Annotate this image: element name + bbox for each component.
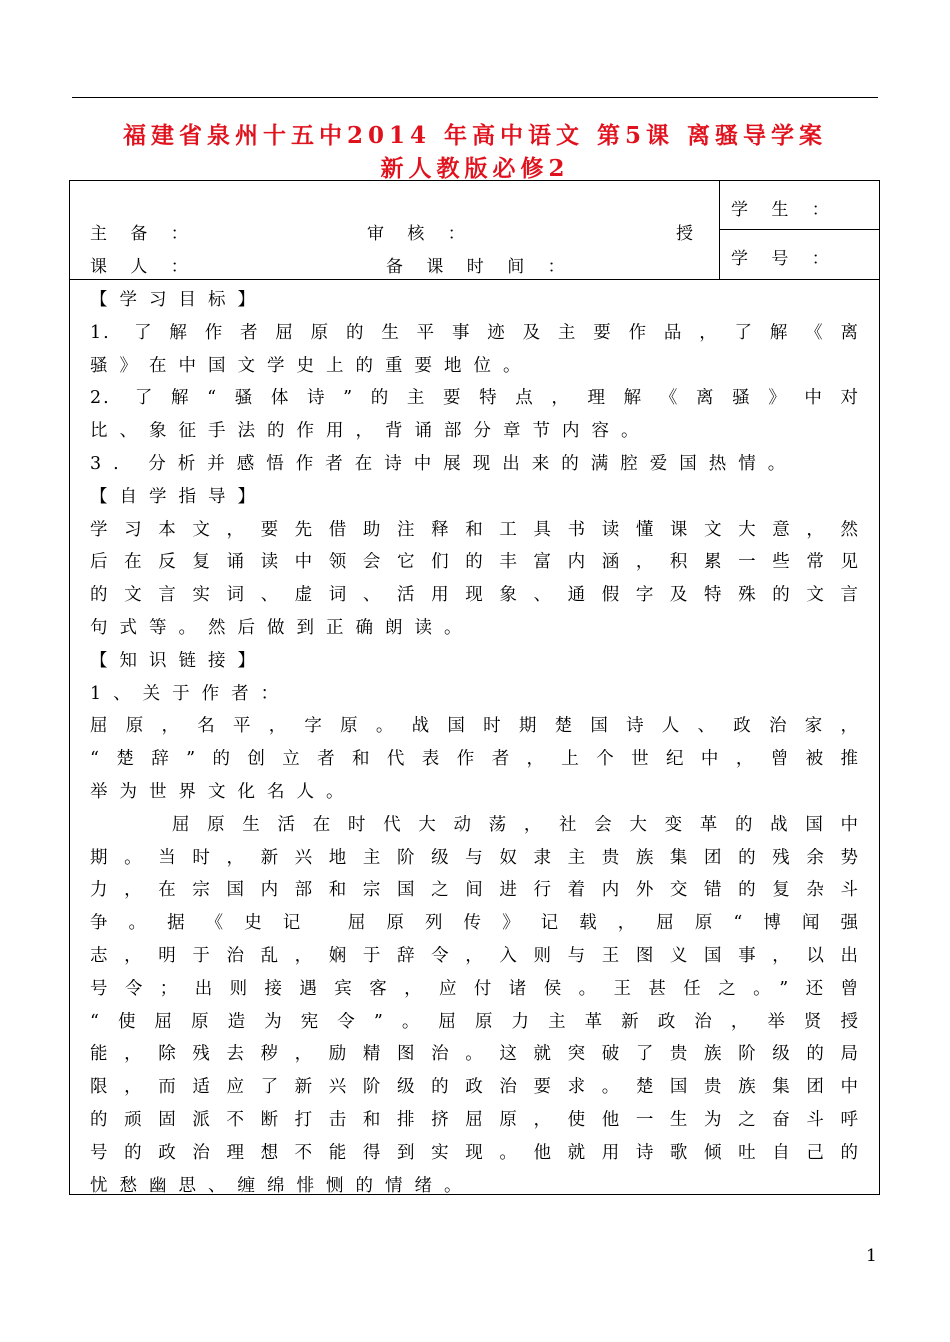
student-number-label: 学 号 ： [731, 249, 838, 269]
body-line: “使屈原造为宪令”。屈原力主革新政治，举贤授 [90, 1011, 860, 1032]
beikeshijian-label: 备 课 时 间 ： [386, 257, 574, 277]
body-line: 【知识链接】 [90, 650, 267, 671]
body-line: 的文言实词、虚词、活用现象、通假字及特殊的文言 [90, 585, 860, 606]
body-line: 举为世界文化名人。 [90, 781, 356, 802]
table-row-divider [69, 279, 880, 280]
top-rule [72, 97, 878, 98]
zhubei-label: 主 备 ： [90, 224, 197, 244]
lesson-body [90, 284, 860, 1202]
shenhe-label: 审 核 ： [367, 224, 474, 244]
body-line: 志，明于治乱，娴于辞令，入则与王图义国事，以出 [90, 945, 860, 966]
student-name-label: 学 生 ： [731, 200, 838, 220]
body-line: 忧愁幽思、缠绵悱恻的情绪。 [90, 1175, 474, 1196]
body-line: 【学习目标】 [90, 290, 267, 310]
body-line: 2. 了解“骚体诗”的主要特点，理解《离骚》中对 [90, 388, 860, 409]
page-number: 1 [866, 1246, 877, 1266]
body-line: 期。当时，新兴地主阶级与奴隶主贵族集团的残余势 [90, 847, 860, 868]
body-line: 1. 了解作者屈原的生平事迹及主要作品，了解《离 [90, 322, 860, 343]
body-line: 后在反复诵读中领会它们的丰富内涵，积累一些常见 [90, 552, 860, 573]
body-line: 学习本文，要先借助注释和工具书读懂课文大意，然 [90, 519, 860, 540]
body-line: 的顽固派不断打击和排挤屈原，使他一生为之奋斗呼 [90, 1109, 860, 1130]
keren-label: 课 人 ： [90, 257, 197, 277]
body-line: 屈原，名平，字原。战国时期楚国诗人、政治家， [90, 716, 860, 737]
body-line: 号的政治理想不能得到实现。他就用诗歌倾吐自己的 [90, 1142, 860, 1163]
body-line: 1、关于作者： [90, 683, 291, 704]
body-line: “楚辞”的创立者和代表作者，上个世纪中，曾被推 [90, 749, 860, 770]
body-line: 比、象征手法的作用，背诵部分章节内容。 [90, 421, 651, 442]
body-line: 3. 分析并感悟作者在诗中展现出来的满腔爱国热情。 [90, 453, 798, 474]
body-line: 屈原生活在时代大动荡，社会大变革的战国中 [172, 814, 860, 835]
body-line: 能，除残去秽，励精图治。这就突破了贵族阶级的局 [90, 1044, 860, 1065]
body-line: 骚》在中国文学史上的重要地位。 [90, 355, 533, 376]
body-line: 限，而适应了新兴阶级的政治要求。楚国贵族集团中 [90, 1077, 860, 1098]
document-title: 福建省泉州十五中2014 年高中语文 第5课 离骚导学案 [122, 122, 828, 149]
body-line: 【自学指导】 [90, 486, 267, 507]
body-line: 力，在宗国内部和宗国之间进行着内外交错的复杂斗 [90, 880, 860, 901]
body-line: 争。据《史记 屈原列传》记载，屈原“博闻强 [90, 913, 860, 934]
document-subtitle: 新人教版必修2 [380, 155, 570, 182]
body-line: 号令；出则接遇宾客，应付诸侯。王甚任之。”还曾 [90, 978, 860, 999]
shou-label: 授 [676, 224, 702, 244]
student-cell-divider [719, 229, 880, 230]
body-line: 句式等。然后做到正确朗读。 [90, 617, 474, 638]
